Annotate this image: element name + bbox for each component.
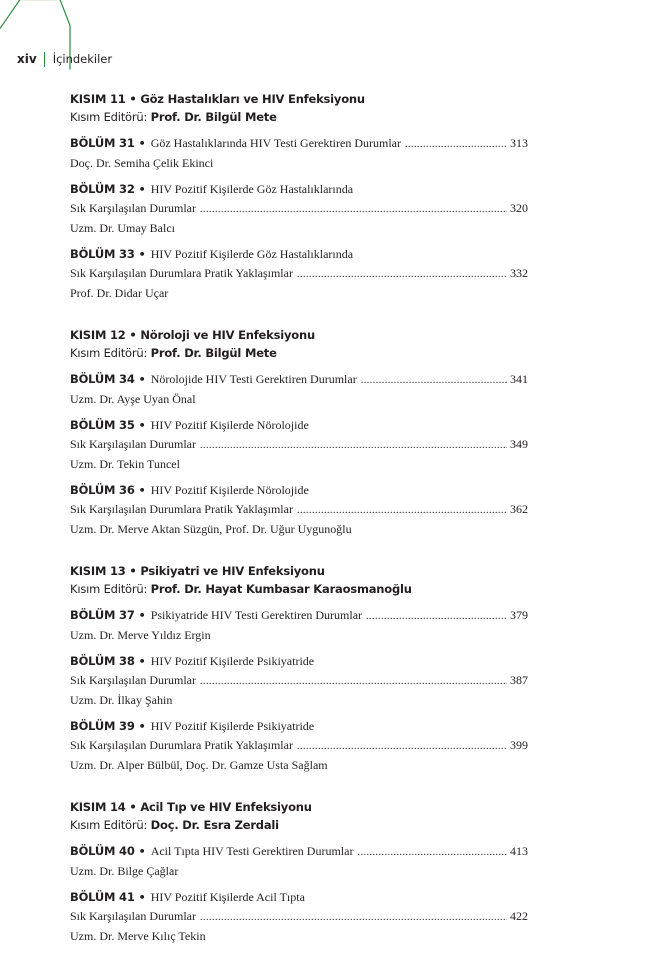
chapter-title-line [70, 907, 528, 927]
chapter-page-number[interactable]: 349 [510, 437, 528, 451]
chapter-authors: Prof. Dr. Didar Uçar [70, 286, 169, 300]
editor-label: Kısım Editörü: [70, 110, 148, 124]
table-of-contents [70, 90, 528, 969]
dot-leader [200, 909, 507, 927]
editor-name: Doç. Dr. Esra Zerdali [150, 818, 279, 832]
chapter-title: Sık Karşılaşılan Durumlara Pratik Yaklaşımlar [70, 266, 293, 280]
chapter-title-line [70, 842, 528, 862]
chapter-title-line [70, 370, 528, 390]
toc-part [70, 798, 528, 945]
bullet-icon: • [138, 609, 146, 622]
bullet-icon: • [138, 845, 146, 858]
chapter-title: Göz Hastalıklarında HIV Testi Gerektiren Durumlar [150, 136, 401, 150]
chapter-authors: Uzm. Dr. Alper Bülbül, Doç. Dr. Gamze Usta Sağlam [70, 758, 328, 772]
editor-label: Kısım Editörü: [70, 582, 148, 596]
chapter-title: Nörolojide HIV Testi Gerektiren Durumlar [150, 372, 357, 386]
chapter-page-number[interactable]: 379 [510, 608, 528, 622]
chapter-label: BÖLÜM 41 [70, 890, 135, 904]
chapter-title-line [70, 736, 528, 756]
chapter-title: HIV Pozitif Kişilerde Nörolojide [150, 483, 309, 497]
chapter-title-line [70, 500, 528, 520]
dot-leader [297, 738, 507, 756]
toc-chapter[interactable] [70, 245, 528, 302]
part-heading[interactable]: KISIM 11 • Göz Hastalıkları ve HIV Enfeksiyonu [70, 92, 365, 106]
part-heading[interactable]: KISIM 12 • Nöroloji ve HIV Enfeksiyonu [70, 328, 315, 342]
chapter-label: BÖLÜM 38 [70, 654, 135, 668]
part-editor [70, 108, 528, 126]
toc-part [70, 90, 528, 302]
chapter-title: Sık Karşılaşılan Durumlara Pratik Yaklaşımlar [70, 738, 293, 752]
chapter-title: HIV Pozitif Kişilerde Acil Tıpta [150, 890, 305, 904]
header-divider [44, 52, 45, 67]
chapter-title: Acil Tıpta HIV Testi Gerektiren Durumlar [150, 844, 354, 858]
toc-chapter[interactable] [70, 134, 528, 172]
chapter-title-line [70, 606, 528, 626]
chapter-authors: Uzm. Dr. Bilge Çağlar [70, 864, 179, 878]
toc-chapter[interactable] [70, 370, 528, 408]
bullet-icon: • [138, 419, 146, 432]
chapter-title: Psikiyatride HIV Testi Gerektiren Durumlar [150, 608, 363, 622]
chapter-page-number[interactable]: 387 [510, 673, 528, 687]
chapter-title-line [70, 481, 528, 500]
chapter-page-number[interactable]: 422 [510, 909, 528, 923]
dot-leader [200, 201, 507, 219]
chapter-authors: Uzm. Dr. İlkay Şahin [70, 693, 173, 707]
chapter-title: Sık Karşılaşılan Durumlar [70, 201, 196, 215]
bullet-icon: • [138, 248, 146, 261]
editor-label: Kısım Editörü: [70, 818, 148, 832]
chapter-title-line [70, 180, 528, 199]
running-title: İçindekiler [52, 52, 113, 66]
chapter-title-line [70, 671, 528, 691]
chapter-label: BÖLÜM 31 [70, 136, 135, 150]
chapter-title: Sık Karşılaşılan Durumlara Pratik Yaklaşımlar [70, 502, 293, 516]
chapter-authors: Uzm. Dr. Umay Balcı [70, 221, 175, 235]
chapter-authors: Uzm. Dr. Merve Yıldız Ergin [70, 628, 211, 642]
page-number: xiv [17, 52, 37, 66]
dot-leader [405, 136, 507, 154]
chapter-title: Sık Karşılaşılan Durumlar [70, 673, 196, 687]
chapter-title: Sık Karşılaşılan Durumlar [70, 437, 196, 451]
bullet-icon: • [138, 183, 146, 196]
chapter-title-line [70, 416, 528, 435]
chapter-title: HIV Pozitif Kişilerde Psikiyatride [150, 719, 315, 733]
toc-chapter[interactable] [70, 652, 528, 709]
chapter-page-number[interactable]: 341 [510, 372, 528, 386]
part-editor [70, 816, 528, 834]
chapter-label: BÖLÜM 39 [70, 719, 135, 733]
dot-leader [200, 437, 507, 455]
bullet-icon: • [138, 373, 146, 386]
editor-label: Kısım Editörü: [70, 346, 148, 360]
chapter-page-number[interactable]: 362 [510, 502, 528, 516]
chapter-title: HIV Pozitif Kişilerde Nörolojide [150, 418, 309, 432]
chapter-title-line [70, 435, 528, 455]
chapter-authors: Uzm. Dr. Merve Kılıç Tekin [70, 929, 206, 943]
chapter-page-number[interactable]: 320 [510, 201, 528, 215]
chapter-title: HIV Pozitif Kişilerde Psikiyatride [150, 654, 315, 668]
chapter-title-line [70, 134, 528, 154]
toc-chapter[interactable] [70, 606, 528, 644]
chapter-label: BÖLÜM 32 [70, 182, 135, 196]
toc-chapter[interactable] [70, 717, 528, 774]
bullet-icon: • [138, 137, 146, 150]
chapter-label: BÖLÜM 34 [70, 372, 135, 386]
toc-part [70, 326, 528, 538]
chapter-title-line [70, 199, 528, 219]
chapter-title-line [70, 888, 528, 907]
part-editor [70, 344, 528, 362]
chapter-page-number[interactable]: 313 [510, 136, 528, 150]
chapter-authors: Uzm. Dr. Tekin Tuncel [70, 457, 180, 471]
editor-name: Prof. Dr. Hayat Kumbasar Karaosmanoğlu [150, 582, 412, 596]
toc-chapter[interactable] [70, 180, 528, 237]
running-head [17, 50, 112, 68]
chapter-label: BÖLÜM 40 [70, 844, 135, 858]
toc-chapter[interactable] [70, 481, 528, 538]
chapter-page-number[interactable]: 413 [510, 844, 528, 858]
part-heading[interactable]: KISIM 13 • Psikiyatri ve HIV Enfeksiyonu [70, 564, 325, 578]
part-heading[interactable]: KISIM 14 • Acil Tıp ve HIV Enfeksiyonu [70, 800, 312, 814]
chapter-page-number[interactable]: 399 [510, 738, 528, 752]
dot-leader [361, 372, 507, 390]
toc-chapter[interactable] [70, 842, 528, 880]
bullet-icon: • [138, 655, 146, 668]
chapter-page-number[interactable]: 332 [510, 266, 528, 280]
chapter-label: BÖLÜM 33 [70, 247, 135, 261]
dot-leader [297, 266, 507, 284]
chapter-authors: Doç. Dr. Semiha Çelik Ekinci [70, 156, 214, 170]
chapter-authors: Uzm. Dr. Ayşe Uyan Önal [70, 392, 196, 406]
chapter-title: HIV Pozitif Kişilerde Göz Hastalıklarında [150, 182, 354, 196]
chapter-title-line [70, 652, 528, 671]
chapter-title: HIV Pozitif Kişilerde Göz Hastalıklarında [150, 247, 354, 261]
chapter-title-line [70, 717, 528, 736]
toc-part [70, 562, 528, 774]
chapter-label: BÖLÜM 36 [70, 483, 135, 497]
bullet-icon: • [138, 720, 146, 733]
toc-chapter[interactable] [70, 416, 528, 473]
chapter-title: Sık Karşılaşılan Durumlar [70, 909, 196, 923]
bullet-icon: • [138, 484, 146, 497]
chapter-authors: Uzm. Dr. Merve Aktan Süzgün, Prof. Dr. Uğur Uygunoğlu [70, 522, 352, 536]
dot-leader [366, 608, 507, 626]
dot-leader [357, 844, 507, 862]
bullet-icon: • [138, 891, 146, 904]
chapter-label: BÖLÜM 37 [70, 608, 135, 622]
editor-name: Prof. Dr. Bilgül Mete [150, 110, 277, 124]
dot-leader [200, 673, 507, 691]
toc-chapter[interactable] [70, 888, 528, 945]
part-editor [70, 580, 528, 598]
chapter-title-line [70, 264, 528, 284]
chapter-label: BÖLÜM 35 [70, 418, 135, 432]
dot-leader [297, 502, 507, 520]
editor-name: Prof. Dr. Bilgül Mete [150, 346, 277, 360]
chapter-title-line [70, 245, 528, 264]
